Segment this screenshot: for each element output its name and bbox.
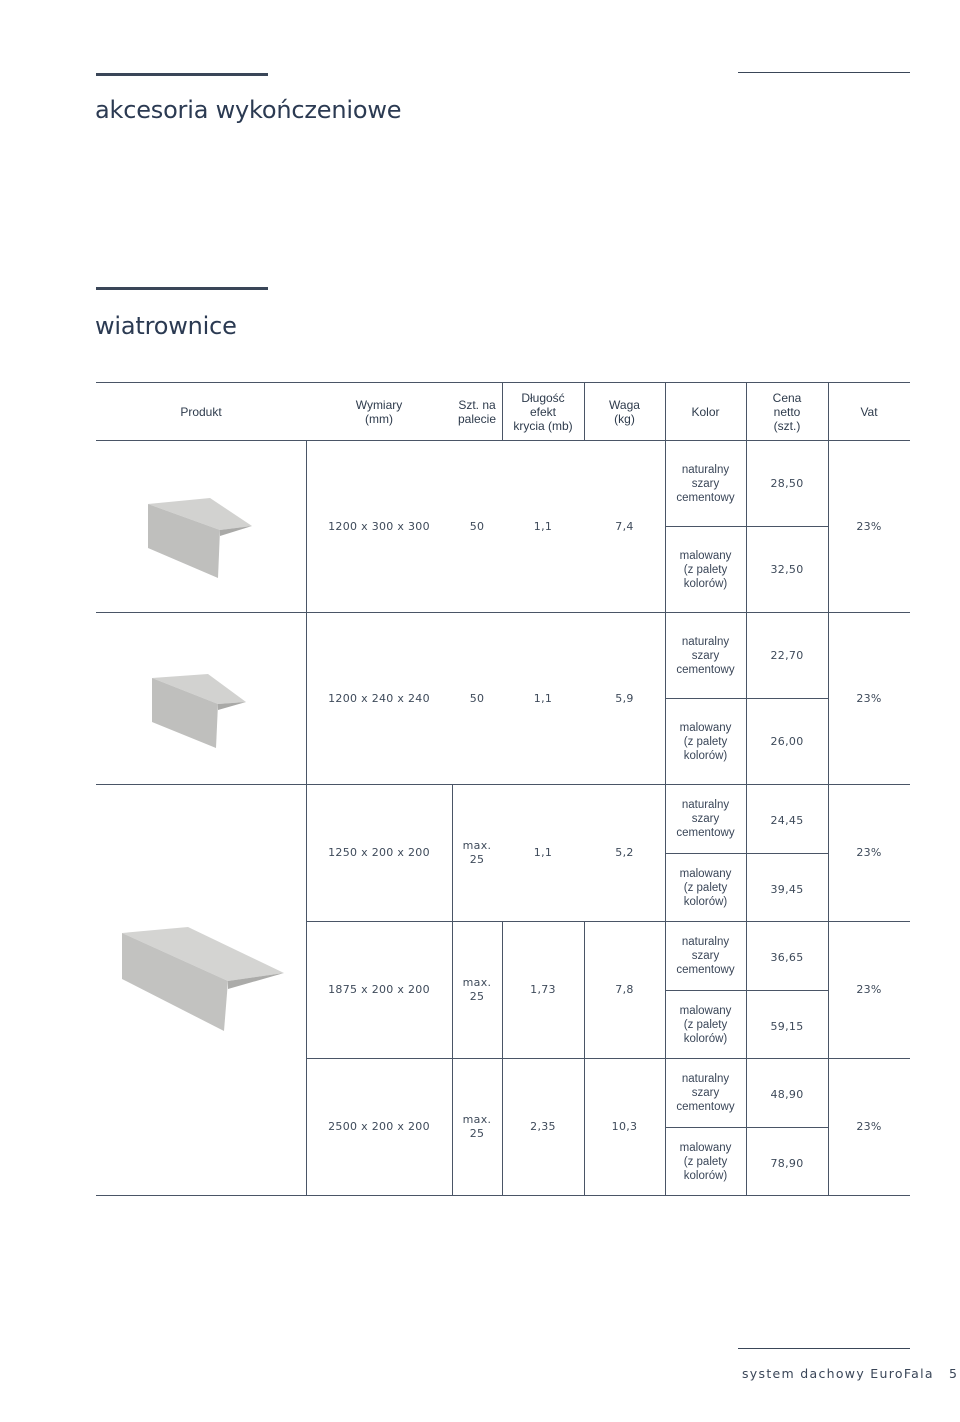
row3-price-painted: 39,45 bbox=[770, 883, 804, 896]
row2-color-painted: malowany (z palety kolorów) bbox=[679, 721, 732, 762]
row3-weight: 5,2 bbox=[615, 846, 634, 859]
row1-price-painted: 32,50 bbox=[770, 562, 804, 576]
row5-price-natural: 48,90 bbox=[770, 1088, 804, 1101]
row4-pcs: max. 25 bbox=[462, 976, 492, 1003]
row3-color-painted: malowany (z palety kolorów) bbox=[679, 867, 732, 908]
top-right-rule bbox=[738, 72, 910, 73]
header-vat: Vat bbox=[860, 404, 878, 419]
row4-price-natural: 36,65 bbox=[770, 951, 804, 964]
row3-length: 1,1 bbox=[533, 846, 553, 859]
header-weight: Waga (kg) bbox=[609, 397, 640, 426]
title-rule bbox=[96, 73, 268, 76]
row3-vat: 23% bbox=[856, 846, 882, 859]
row1-price-natural: 28,50 bbox=[770, 476, 804, 490]
row5-price-painted: 78,90 bbox=[770, 1157, 804, 1170]
row1-dims: 1200 x 300 x 300 bbox=[328, 519, 430, 533]
row2-length: 1,1 bbox=[533, 691, 553, 705]
row1-color-painted: malowany (z palety kolorów) bbox=[679, 549, 732, 590]
row1-length: 1,1 bbox=[533, 519, 553, 533]
header-product: Produkt bbox=[180, 404, 222, 419]
row4-color-natural: naturalny szary cementowy bbox=[676, 936, 735, 976]
row3-dims: 1250 x 200 x 200 bbox=[328, 846, 430, 859]
row1-vat: 23% bbox=[856, 519, 882, 533]
footer-rule bbox=[738, 1348, 910, 1349]
row1-weight: 7,4 bbox=[615, 519, 634, 533]
row3-price-natural: 24,45 bbox=[770, 814, 804, 827]
footer-brand: system dachowy EuroFala bbox=[742, 1366, 934, 1381]
row5-length: 2,35 bbox=[530, 1120, 556, 1133]
header-pcs: Szt. na palecie bbox=[457, 397, 497, 426]
row5-vat: 23% bbox=[856, 1120, 882, 1133]
row4-price-painted: 59,15 bbox=[770, 1020, 804, 1033]
section-title: akcesoria wykończeniowe bbox=[95, 96, 402, 124]
row1-color-natural: naturalny szary cementowy bbox=[676, 463, 735, 504]
row4-weight: 7,8 bbox=[615, 983, 634, 996]
header-price: Cena netto (szt.) bbox=[772, 390, 802, 433]
row4-vat: 23% bbox=[856, 983, 882, 996]
row4-length: 1,73 bbox=[530, 983, 556, 996]
row3-pcs: max. 25 bbox=[462, 839, 492, 866]
row5-dims: 2500 x 200 x 200 bbox=[328, 1120, 430, 1133]
header-length: Długość efekt krycia (mb) bbox=[513, 390, 573, 433]
row5-pcs: max. 25 bbox=[462, 1113, 492, 1140]
row4-color-painted: malowany (z palety kolorów) bbox=[679, 1004, 732, 1045]
subtitle-rule bbox=[96, 287, 268, 290]
row2-weight: 5,9 bbox=[615, 691, 634, 705]
row2-price-painted: 26,00 bbox=[770, 734, 804, 748]
row2-price-natural: 22,70 bbox=[770, 648, 804, 662]
product-image-bargeboard-300 bbox=[140, 492, 256, 580]
page-number: 5 bbox=[949, 1366, 957, 1381]
product-image-bargeboard-240 bbox=[148, 670, 248, 750]
row5-weight: 10,3 bbox=[611, 1120, 638, 1133]
row4-dims: 1875 x 200 x 200 bbox=[328, 983, 430, 996]
header-color: Kolor bbox=[691, 404, 720, 419]
row2-pcs: 50 bbox=[469, 691, 485, 705]
row1-pcs: 50 bbox=[469, 519, 485, 533]
row2-color-natural: naturalny szary cementowy bbox=[676, 635, 735, 676]
subsection-title: wiatrownice bbox=[95, 312, 237, 340]
row2-dims: 1200 x 240 x 240 bbox=[328, 691, 430, 705]
row5-color-painted: malowany (z palety kolorów) bbox=[679, 1141, 732, 1182]
product-image-bargeboard-200 bbox=[118, 925, 288, 1035]
row2-vat: 23% bbox=[856, 691, 882, 705]
row5-color-natural: naturalny szary cementowy bbox=[676, 1073, 735, 1113]
row3-color-natural: naturalny szary cementowy bbox=[676, 799, 735, 839]
header-dims: Wymiary (mm) bbox=[355, 397, 403, 426]
